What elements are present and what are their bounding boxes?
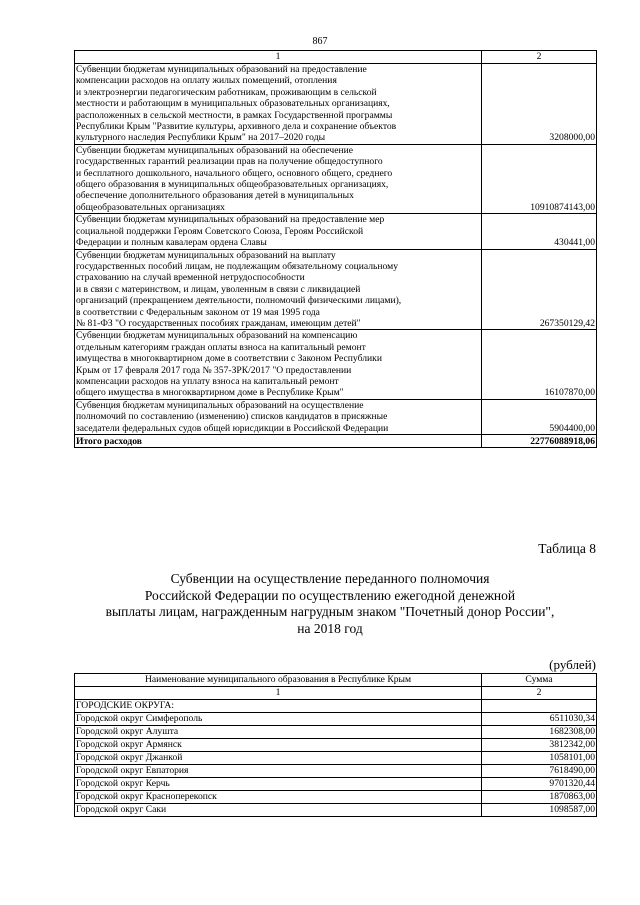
table-row [75, 249, 597, 330]
municipality-amount: 1098587,00 [482, 804, 597, 817]
municipality-amount: 1682308,00 [482, 726, 597, 739]
total-amount: 22776088918,06 [482, 435, 597, 448]
units-label: (рублей) [549, 657, 596, 672]
total-label: Итого расходов [75, 435, 482, 448]
row-description: Субвенции бюджетам муниципальных образований на предоставление мер социальной поддержки Героям Советского Союза, Героям Российской Федерации и полным кавалерам ордена Славы [75, 214, 482, 249]
table-row [75, 765, 597, 778]
section-label: ГОРОДСКИЕ ОКРУГА: [75, 700, 482, 713]
column-header-name: Наименование муниципального образования в Республике Крым [75, 674, 482, 687]
column-number-2: 2 [482, 687, 597, 700]
table-row [75, 752, 597, 765]
table-row [75, 144, 597, 213]
row-amount: 267350129,42 [482, 249, 597, 330]
municipality-amount: 7618490,00 [482, 765, 597, 778]
municipality-amount: 1870863,00 [482, 791, 597, 804]
donor-subvention-table [74, 673, 597, 817]
municipality-amount: 6511030,34 [482, 713, 597, 726]
municipality-name: Городской округ Красноперекопск [75, 791, 482, 804]
table-row [75, 739, 597, 752]
municipality-amount: 3812342,00 [482, 739, 597, 752]
table-row [75, 713, 597, 726]
municipality-name: Городской округ Джанкой [75, 752, 482, 765]
column-number-row [75, 687, 597, 700]
row-amount: 10910874143,00 [482, 144, 597, 213]
column-number-2: 2 [482, 51, 597, 64]
section-row [75, 700, 597, 713]
table-row [75, 64, 597, 145]
row-amount: 5904400,00 [482, 399, 597, 434]
table-row [75, 804, 597, 817]
column-number-1: 1 [75, 51, 482, 64]
row-description: Субвенции бюджетам муниципальных образований на выплату государственных пособий лицам, не подлежащим обязательному социальному страхованию на случай временной нетрудоспособности и в связи с материнством, и лицам, уволенным в связи с ликвидацией организаций (прекращением деятельности, полномочий физическими лицами), в соответствии с Федеральным законом от 19 мая 1995 года № 81-ФЗ "О государственных пособиях гражданам, имеющим детей" [75, 249, 482, 330]
page-number: 867 [312, 36, 328, 47]
municipality-name: Городской округ Саки [75, 804, 482, 817]
empty-cell [482, 700, 597, 713]
row-amount: 16107870,00 [482, 330, 597, 399]
row-amount: 430441,00 [482, 214, 597, 249]
row-description: Субвенция бюджетам муниципальных образований на осуществление полномочий по составлению (изменению) списков кандидатов в присяжные заседатели федеральных судов общей юрисдикции в Российской Федерации [75, 399, 482, 434]
table-row [75, 214, 597, 249]
table-header-row [75, 674, 597, 687]
row-description: Субвенции бюджетам муниципальных образований на предоставление компенсации расходов на оплату жилых помещений, отопления и электроэнергии педагогическим работникам, проживающим в сельской местности и работающим в муниципальных образовательных организациях, расположенных в сельской местности, в рамках Государственной программы Республики Крым "Развитие культуры, архивного дела и сохранение объектов культурного наследия Республики Крым" на 2017–2020 годы [75, 64, 482, 145]
table-header-row [75, 51, 597, 64]
table-row [75, 399, 597, 434]
row-description: Субвенции бюджетам муниципальных образований на обеспечение государственных гарантий реализации прав на получение общедоступного и бесплатного дошкольного, начального общего, основного общего, среднего общего образования в муниципальных общеобразовательных организациях, обеспечение дополнительного образования детей в муниципальных общеобразовательных организациях [75, 144, 482, 213]
municipality-amount: 9701320,44 [482, 778, 597, 791]
table-row [75, 726, 597, 739]
row-description: Субвенции бюджетам муниципальных образований на компенсацию отдельным категориям граждан оплаты взноса на капитальный ремонт имущества в многоквартирном доме в соответствии с Законом Республики Крым от 17 февраля 2017 года № 357-ЗРК/2017 "О предоставлении компенсации расходов на уплату взноса на капитальный ремонт общего имущества в многоквартирном доме в Республике Крым" [75, 330, 482, 399]
table-row [75, 778, 597, 791]
table-label: Таблица 8 [538, 541, 596, 556]
subventions-table [74, 50, 597, 448]
municipality-name: Городской округ Алушта [75, 726, 482, 739]
column-number-1: 1 [75, 687, 482, 700]
municipality-name: Городской округ Армянск [75, 739, 482, 752]
municipality-amount: 1058101,00 [482, 752, 597, 765]
row-amount: 3208000,00 [482, 64, 597, 145]
total-row [75, 435, 597, 448]
municipality-name: Городской округ Евпатория [75, 765, 482, 778]
table-row [75, 791, 597, 804]
column-header-amount: Сумма [482, 674, 597, 687]
table-row [75, 330, 597, 399]
municipality-name: Городской округ Симферополь [75, 713, 482, 726]
municipality-name: Городской округ Керчь [75, 778, 482, 791]
section-title: Субвенции на осуществление переданного полномочия Российской Федерации по осуществлению ежегодной денежной выплаты лицам, награжденным нагрудным знаком "Почетный донор России", на 2018 год [105, 571, 555, 636]
